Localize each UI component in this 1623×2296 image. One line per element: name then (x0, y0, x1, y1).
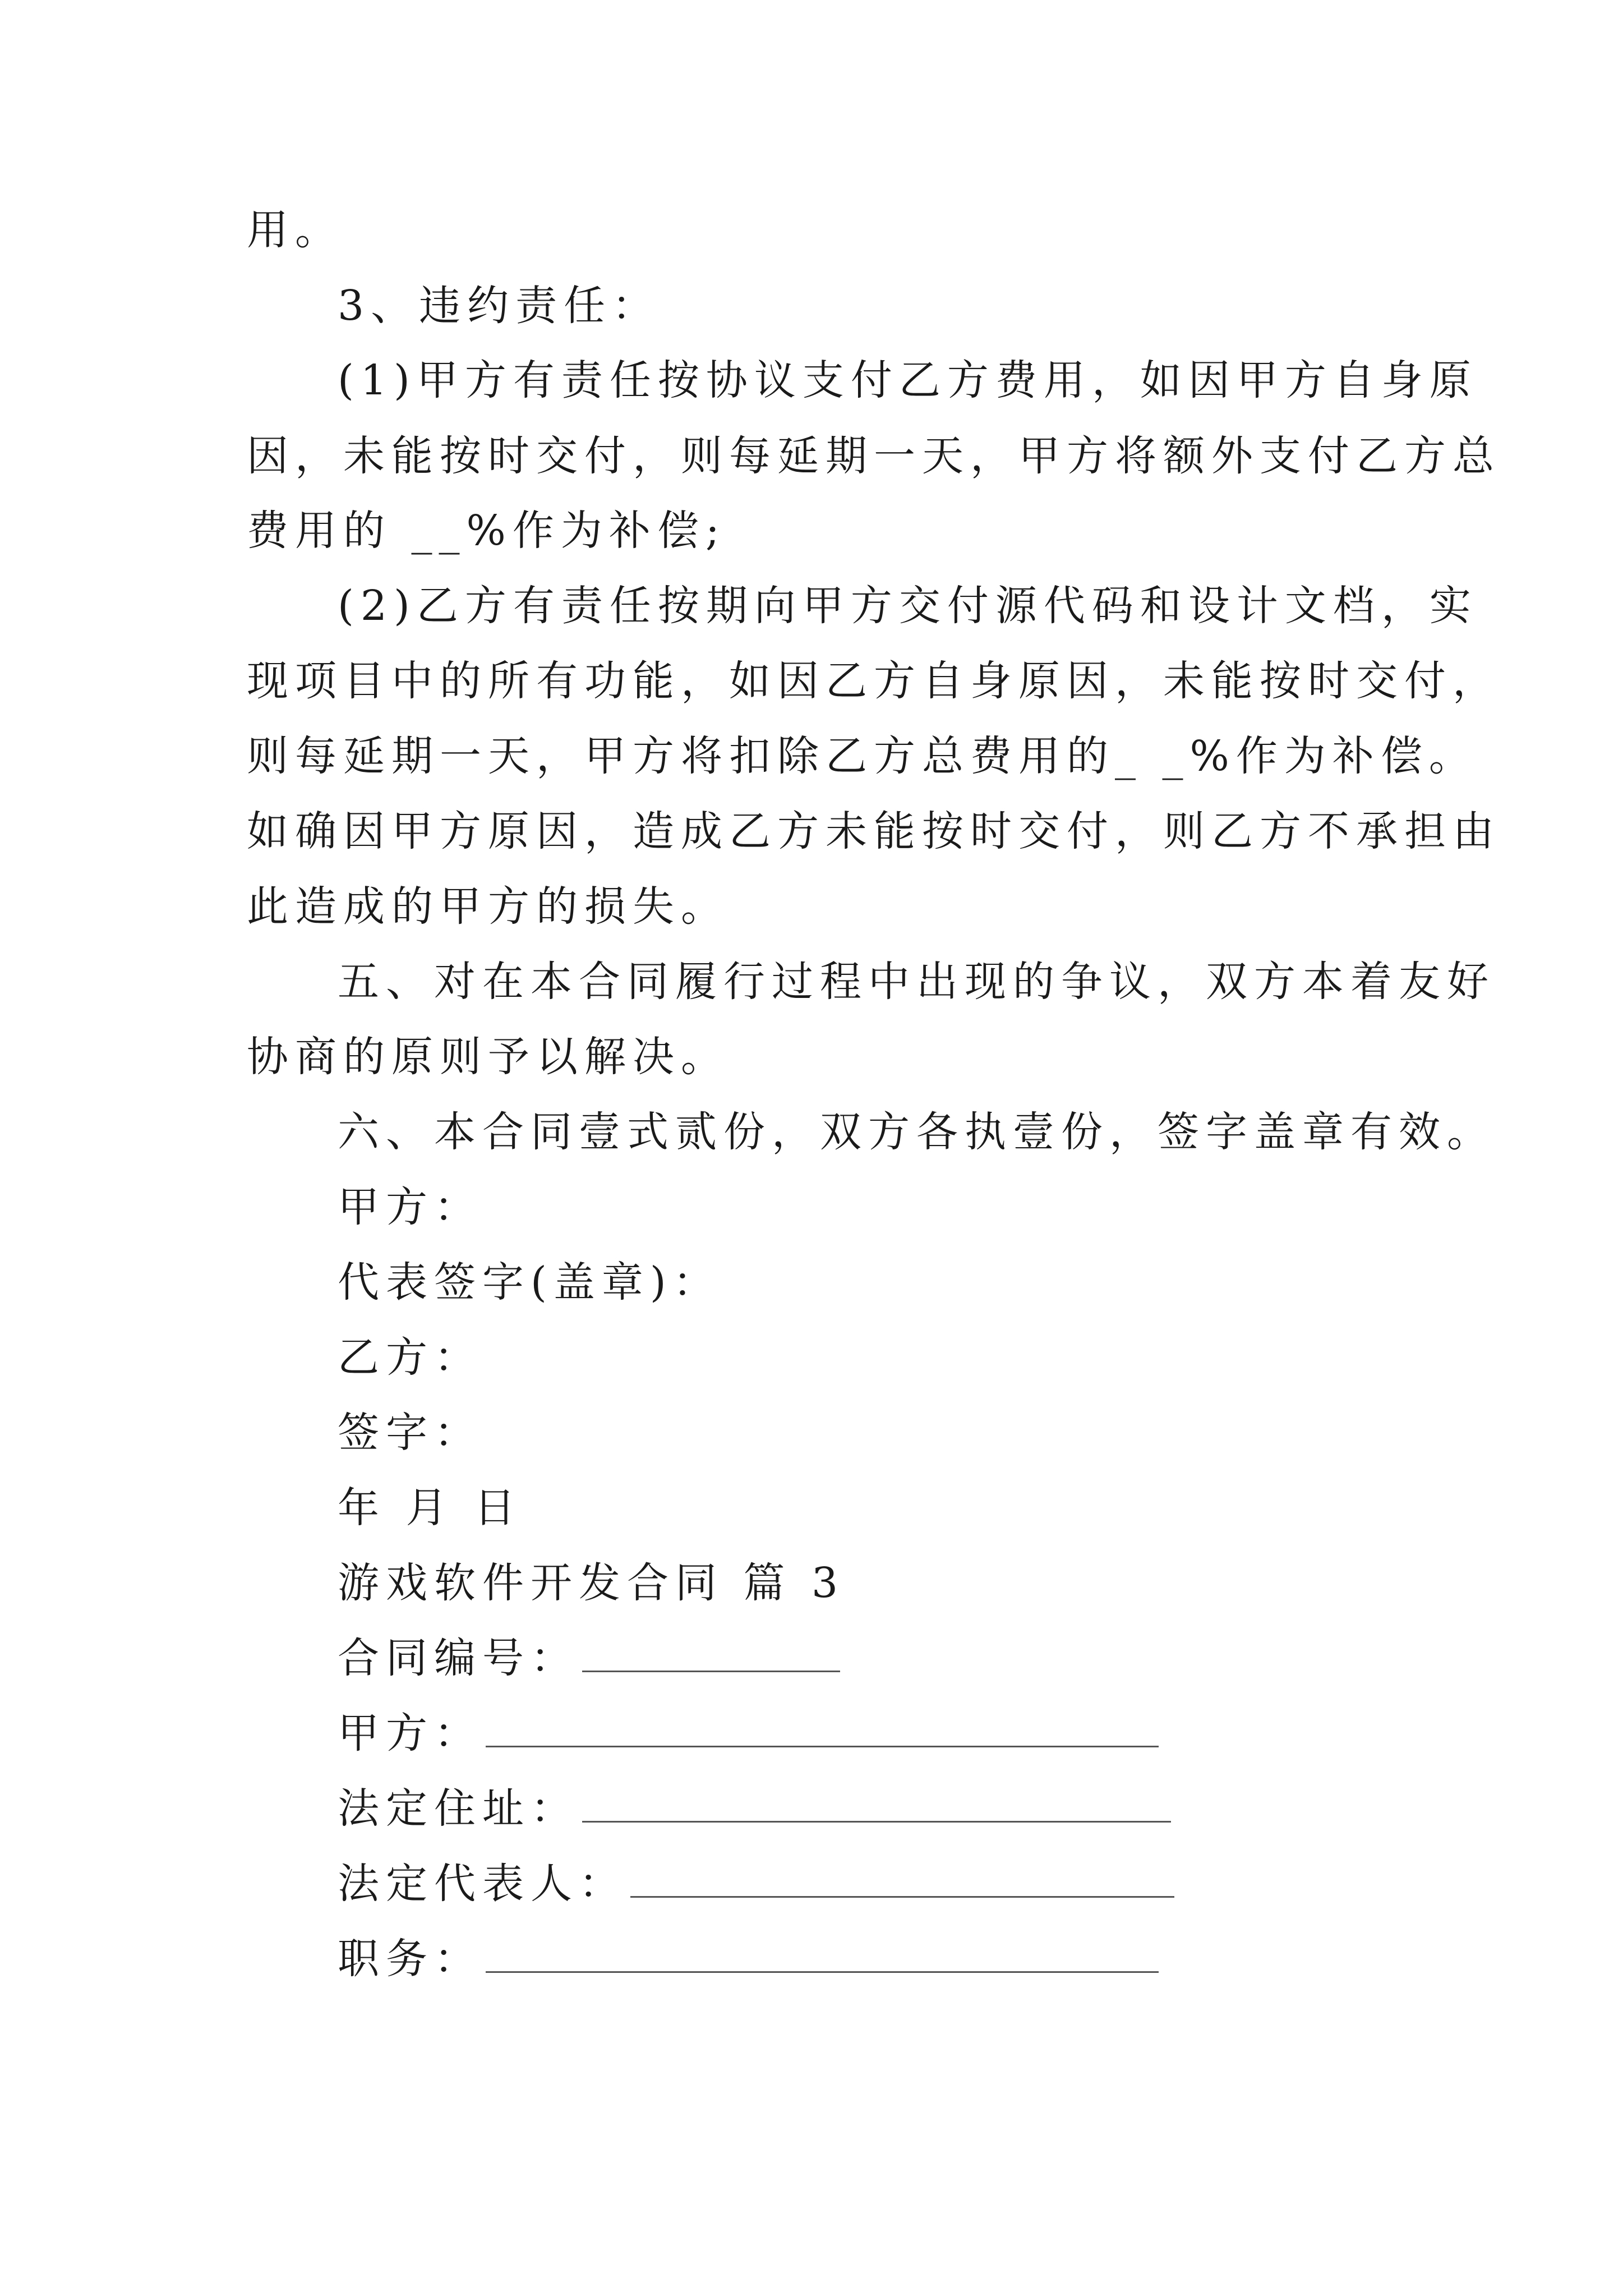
clause-1-line-1: (1)甲方有责任按协议支付乙方费用，如因甲方自身原 (338, 356, 1478, 404)
party-a-row (338, 1705, 1159, 1761)
address-blank (582, 1786, 1171, 1823)
article-6: 六、本合同壹式贰份，双方各执壹份，签字盖章有效。 (338, 1108, 1495, 1156)
legal-rep-blank (630, 1861, 1174, 1898)
legal-rep-label: 法定代表人： (338, 1860, 627, 1908)
clause-2-line-3: 则每延期一天，甲方将扣除乙方总费用的_ _%作为补偿。 (247, 732, 1477, 780)
sign-date: 年 月 日 (338, 1484, 523, 1532)
sign-party-a: 甲方： (338, 1183, 482, 1231)
position-row (338, 1931, 1159, 1987)
article-5-line-2: 协商的原则予以解决。 (247, 1033, 729, 1081)
clause-2-line-5: 此造成的甲方的损失。 (247, 882, 729, 931)
contract-number-row (338, 1630, 840, 1686)
section-title: 游戏软件开发合同 篇 3 (338, 1559, 845, 1607)
contract-number-label: 合同编号： (338, 1634, 579, 1682)
sign-representative: 代表签字(盖章)： (338, 1258, 721, 1306)
clause-2-line-4: 如确因甲方原因，造成乙方未能按时交付，则乙方不承担由 (247, 807, 1501, 855)
legal-rep-row (338, 1856, 1174, 1912)
breach-heading: 3、违约责任： (338, 282, 661, 330)
clause-1-line-3: 费用的 __%作为补偿; (247, 507, 726, 555)
paragraph-tail: 用。 (247, 206, 343, 254)
position-blank (486, 1936, 1159, 1973)
contract-number-blank (582, 1636, 840, 1672)
party-a-label: 甲方： (338, 1709, 482, 1757)
position-label: 职务： (338, 1935, 482, 1983)
clause-2-line-2: 现项目中的所有功能，如因乙方自身原因，未能按时交付， (247, 657, 1501, 705)
sign-signature: 签字： (338, 1409, 482, 1457)
party-a-blank (486, 1711, 1159, 1747)
address-row (338, 1780, 1171, 1837)
clause-2-line-1: (2)乙方有责任按期向甲方交付源代码和设计文档，实 (338, 582, 1478, 630)
sign-party-b: 乙方： (338, 1333, 482, 1382)
clause-1-line-2: 因，未能按时交付，则每延期一天，甲方将额外支付乙方总 (247, 432, 1501, 480)
article-5-line-1: 五、对在本合同履行过程中出现的争议，双方本着友好 (338, 958, 1495, 1006)
address-label: 法定住址： (338, 1784, 579, 1833)
